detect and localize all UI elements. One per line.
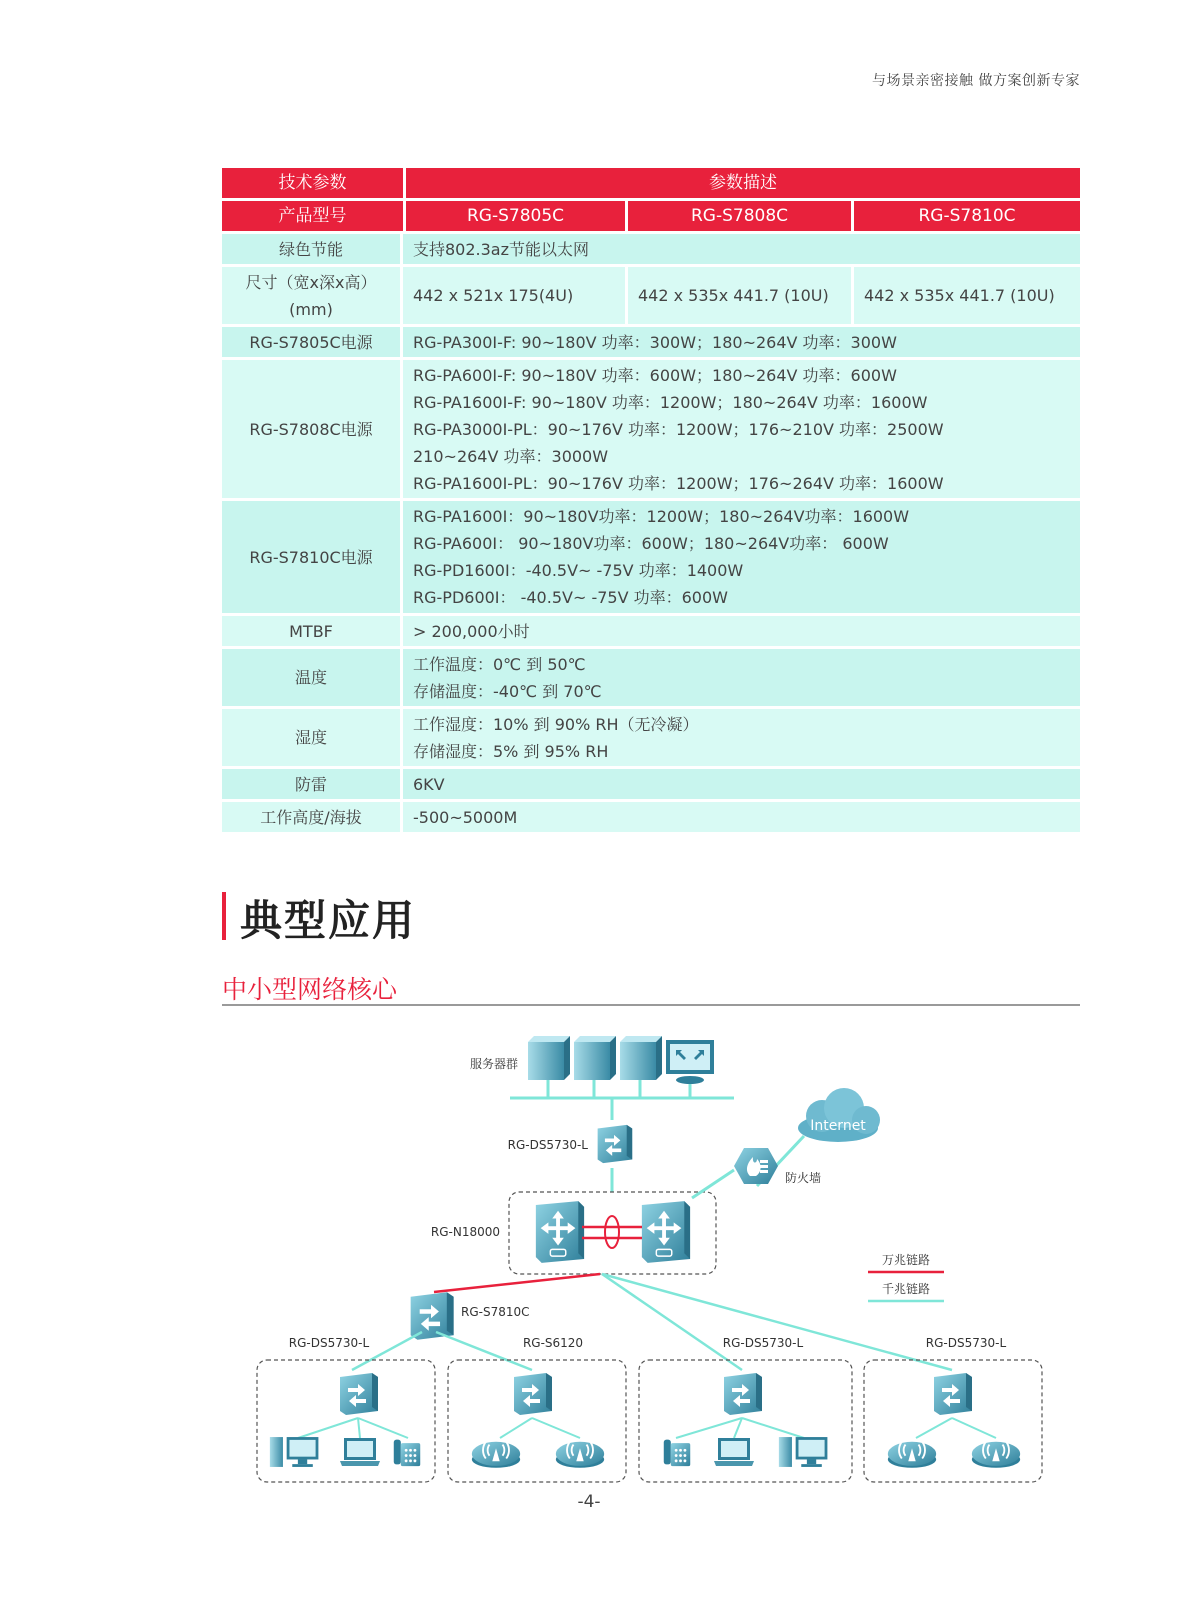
wireless-ap-icon <box>972 1442 1020 1468</box>
row-p7810 <box>222 501 1080 616</box>
row-p7808 <box>222 360 1080 501</box>
size-1: 442 x 521x 175(4U) <box>403 267 625 327</box>
row-altitude <box>222 802 1080 835</box>
subtitle-divider <box>222 1004 1080 1006</box>
row-p7805 <box>222 327 1080 360</box>
phone-icon <box>394 1440 420 1466</box>
row-label: 绿色节能 <box>222 234 403 267</box>
page-number: -4- <box>577 1492 601 1512</box>
wireless-ap-icon <box>472 1442 520 1468</box>
head-desc: 参数描述 <box>403 168 1080 201</box>
power-line: 210~264V 功率：3000W <box>413 446 609 466</box>
pc-icon <box>270 1437 319 1467</box>
row-temp <box>222 649 1080 709</box>
wireless-ap-icon <box>888 1442 936 1468</box>
row-label: RG-S7810C电源 <box>222 501 403 616</box>
row-size <box>222 267 1080 327</box>
power-line: RG-PA1600I-F: 90~180V 功率：1200W；180~264V 功率：1600W <box>413 392 928 412</box>
top-switch-label: RG-DS5730-L <box>507 1138 588 1152</box>
row-label: 湿度 <box>222 709 403 769</box>
pc-icon <box>779 1437 828 1467</box>
row-label: 防雷 <box>222 769 403 802</box>
size-3: 442 x 535x 441.7 (10U) <box>851 267 1080 327</box>
header-tagline: 与场景亲密接触 做方案创新专家 <box>872 73 1080 89</box>
wireless-ap-icon <box>556 1442 604 1468</box>
row-lightning <box>222 769 1080 802</box>
server-icon <box>528 1036 570 1080</box>
laptop-icon <box>340 1438 380 1466</box>
power-line: RG-PA1600I：90~180V功率：1200W；180~264V功率：1600W <box>413 507 910 526</box>
access-4-label: RG-DS5730-L <box>925 1336 1007 1350</box>
laptop-icon <box>714 1438 754 1466</box>
model-3: RG-S7810C <box>851 201 1080 234</box>
network-diagram <box>222 1020 1080 1490</box>
row-value: > 200,000小时 <box>403 616 1080 649</box>
phone-icon <box>664 1440 690 1466</box>
access-2-label: RG-S6120 <box>522 1336 584 1350</box>
access-switch-icon <box>724 1373 762 1415</box>
server-icon <box>620 1036 662 1080</box>
row-label: RG-S7808C电源 <box>222 360 403 501</box>
core-label: RG-N18000 <box>430 1225 500 1239</box>
temp-line: 工作温度：0℃ 到 50℃ <box>413 654 586 674</box>
link-10g <box>434 1274 600 1292</box>
label-line: 尺寸（宽x深x高） <box>245 272 377 292</box>
server-icon <box>574 1036 616 1080</box>
row-mtbf <box>222 616 1080 649</box>
access-3-label: RG-DS5730-L <box>722 1336 804 1350</box>
head-param: 技术参数 <box>222 168 403 201</box>
humidity-line: 存储湿度：5% 到 95% RH <box>413 741 609 761</box>
access-switch-icon <box>514 1373 552 1415</box>
access-1-label: RG-DS5730-L <box>288 1336 370 1350</box>
temp-line: 存储温度：-40℃ 到 70℃ <box>413 681 602 701</box>
access-switch-icon <box>340 1373 378 1415</box>
row-value <box>403 709 1080 769</box>
power-line: RG-PD600I： -40.5V~ -75V 功率：600W <box>413 588 728 607</box>
row-value: 6KV <box>403 769 1080 802</box>
spec-table <box>222 168 1080 835</box>
row-label: MTBF <box>222 616 403 649</box>
row-humidity <box>222 709 1080 769</box>
access-switch-icon <box>934 1373 972 1415</box>
firewall-icon <box>734 1148 778 1184</box>
spec-header-row <box>222 168 1080 201</box>
row-value <box>403 360 1080 501</box>
size-2: 442 x 535x 441.7 (10U) <box>625 267 851 327</box>
power-line: RG-PA600I： 90~180V功率：600W；180~264V功率： 600W <box>413 534 889 553</box>
server-group-label: 服务器群 <box>469 1057 518 1071</box>
model-1: RG-S7805C <box>403 201 625 234</box>
label-line: (mm) <box>289 299 333 319</box>
model-2: RG-S7808C <box>625 201 851 234</box>
row-value: 支持802.3az节能以太网 <box>403 234 1080 267</box>
power-line: RG-PA1600I-PL：90~176V 功率：1200W；176~264V 功率：1600W <box>413 473 944 493</box>
top-switch-icon <box>598 1125 633 1163</box>
monitor-icon <box>666 1040 714 1084</box>
firewall-label: 防火墙 <box>785 1171 822 1185</box>
section-title: 典型应用 <box>240 896 417 945</box>
internet-label: Internet <box>810 1118 866 1134</box>
row-value <box>403 501 1080 616</box>
legend-10g-label: 万兆链路 <box>881 1253 931 1267</box>
power-line: RG-PD1600I：-40.5V~ -75V 功率：1400W <box>413 561 744 580</box>
agg-switch-icon <box>411 1292 454 1339</box>
row-value <box>403 649 1080 709</box>
legend-1g-label: 千兆链路 <box>881 1282 931 1296</box>
section-subtitle: 中小型网络核心 <box>222 975 398 1004</box>
row-label: 工作高度/海拔 <box>222 802 403 835</box>
row-value: RG-PA300I-F: 90~180V 功率：300W；180~264V 功率：300W <box>403 327 1080 360</box>
humidity-line: 工作湿度：10% 到 90% RH（无冷凝） <box>413 714 699 734</box>
core-switch-icon <box>642 1201 690 1263</box>
section-accent-bar <box>222 892 226 940</box>
model-label: 产品型号 <box>222 201 403 234</box>
row-value: -500~5000M <box>403 802 1080 835</box>
agg-label: RG-S7810C <box>461 1305 530 1319</box>
power-line: RG-PA3000I-PL：90~176V 功率：1200W；176~210V 功率：2500W <box>413 419 944 439</box>
server-group <box>528 1036 714 1084</box>
power-line: RG-PA600I-F: 90~180V 功率：600W；180~264V 功率：600W <box>413 365 897 385</box>
core-switch-icon <box>536 1201 584 1263</box>
row-label: RG-S7805C电源 <box>222 327 403 360</box>
row-label: 温度 <box>222 649 403 709</box>
row-label <box>222 267 403 327</box>
model-row <box>222 201 1080 234</box>
row-green <box>222 234 1080 267</box>
